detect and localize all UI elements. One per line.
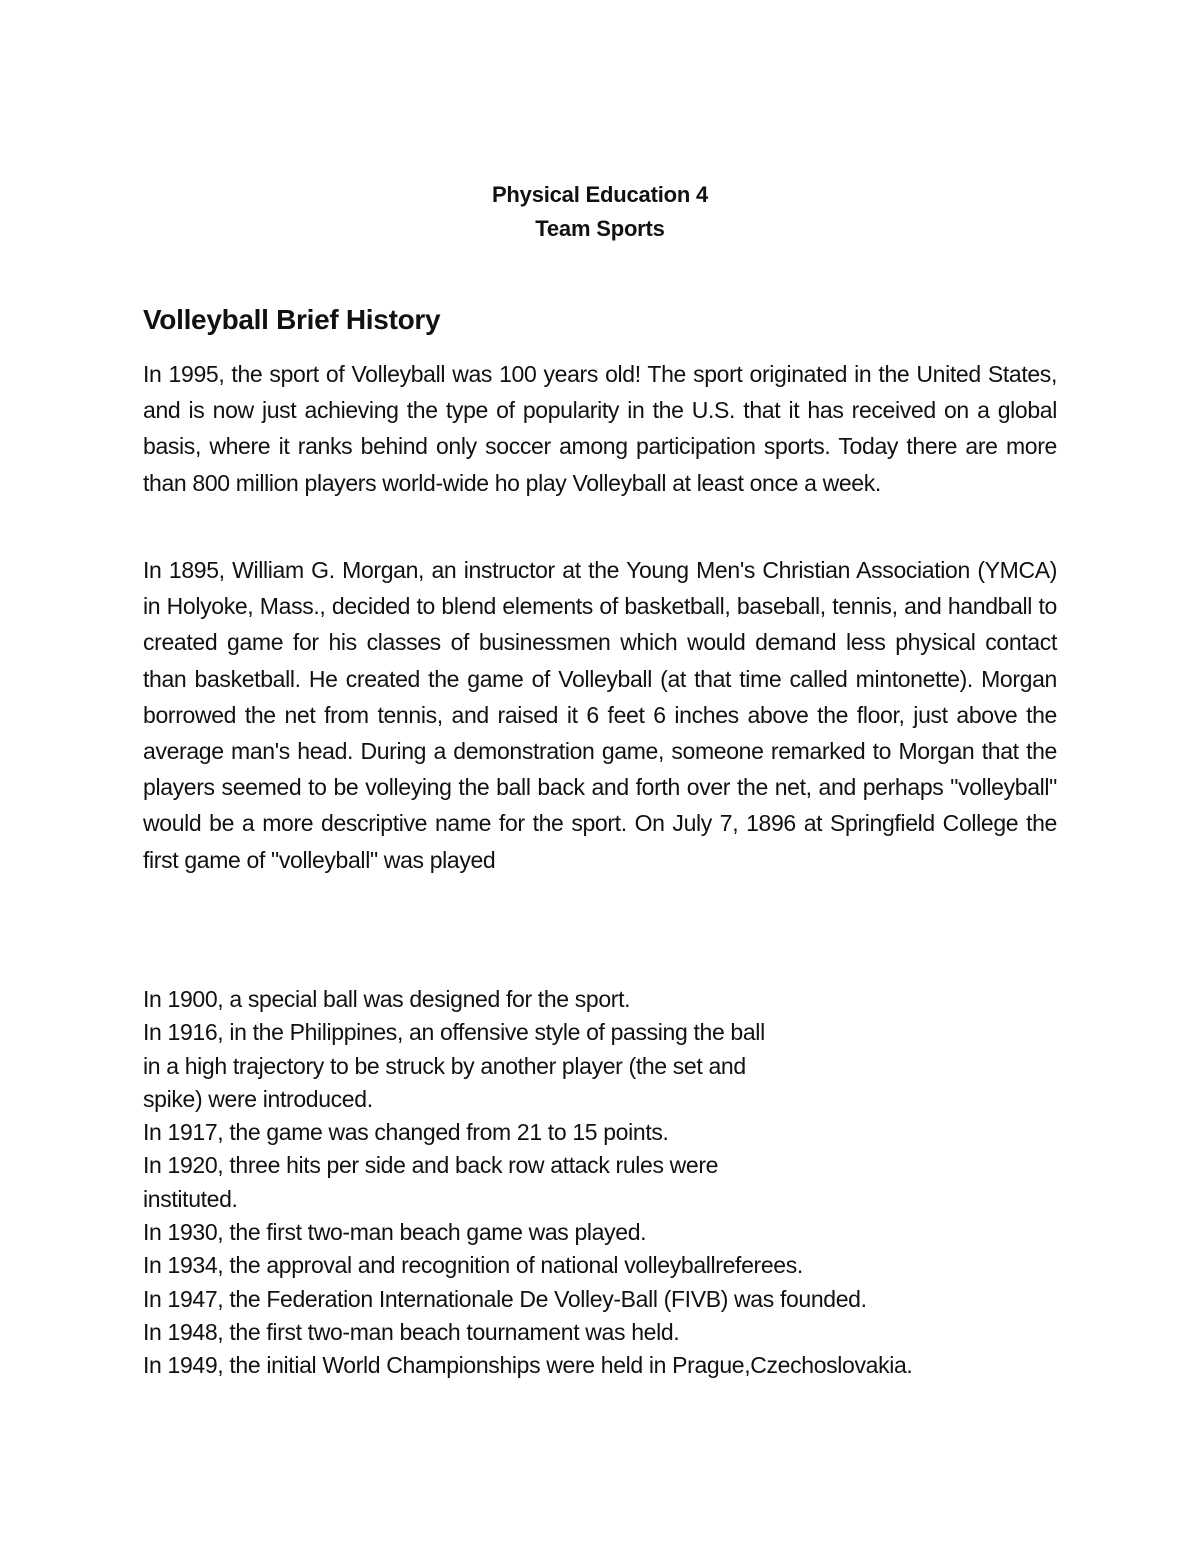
paragraph-intro: In 1995, the sport of Volleyball was 100 years old! The sport originated in the United States, and is now just achieving the type of popularity in the U.S. that it has received on a global basis, where it ranks behind only soccer among participation sports. Today there are more than 800 million players world-wide ho play Volleyball at least once a week.: [143, 361, 1057, 496]
timeline-line: In 1917, the game was changed from 21 to 15 points.: [143, 1119, 669, 1146]
timeline-line: In 1916, in the Philippines, an offensive style of passing the ball: [143, 1019, 765, 1046]
section-heading: Volleyball Brief History: [143, 304, 441, 335]
timeline-line: In 1949, the initial World Championships were held in Prague,Czechoslovakia.: [143, 1352, 913, 1379]
timeline-line: In 1947, the Federation Internationale De Volley-Ball (FIVB) was founded.: [143, 1285, 867, 1312]
timeline-line: spike) were introduced.: [143, 1085, 373, 1112]
timeline-line: In 1900, a special ball was designed for the sport.: [143, 986, 631, 1012]
course-subtitle: Team Sports: [535, 216, 665, 241]
timeline-line: instituted.: [143, 1185, 238, 1212]
timeline-line: In 1920, three hits per side and back row attack rules were: [143, 1152, 719, 1179]
timeline-line: in a high trajectory to be struck by another player (the set and: [143, 1052, 746, 1079]
paragraph-origin: In 1895, William G. Morgan, an instructor at the Young Men's Christian Association (YMCA) in Holyoke, Mass., decided to blend elements of basketball, baseball, tennis, and handball to created game for his classes of businessmen which would demand less physical contact than basketball. He created the game of Volleyball (at that time called mintonette). Morgan borrowed the net from tennis, and raised it 6 feet 6 inches above the floor, just above the average man's head. During a demonstration game, someone remarked to Morgan that the players seemed to be volleying the ball back and forth over the net, and perhaps "volleyball" would be a more descriptive name for the sport. On July 7, 1896 at Springfield College the first game of "volleyball" was played: [143, 557, 1057, 873]
timeline-line: In 1930, the first two-man beach game was played.: [143, 1219, 647, 1246]
document-header: [0, 178, 1200, 246]
timeline-line: In 1948, the first two-man beach tournament was held.: [143, 1318, 680, 1345]
timeline-list: [143, 983, 1103, 1383]
timeline-line: In 1934, the approval and recognition of national volleyballreferees.: [143, 1252, 803, 1279]
course-title: Physical Education 4: [491, 182, 709, 207]
